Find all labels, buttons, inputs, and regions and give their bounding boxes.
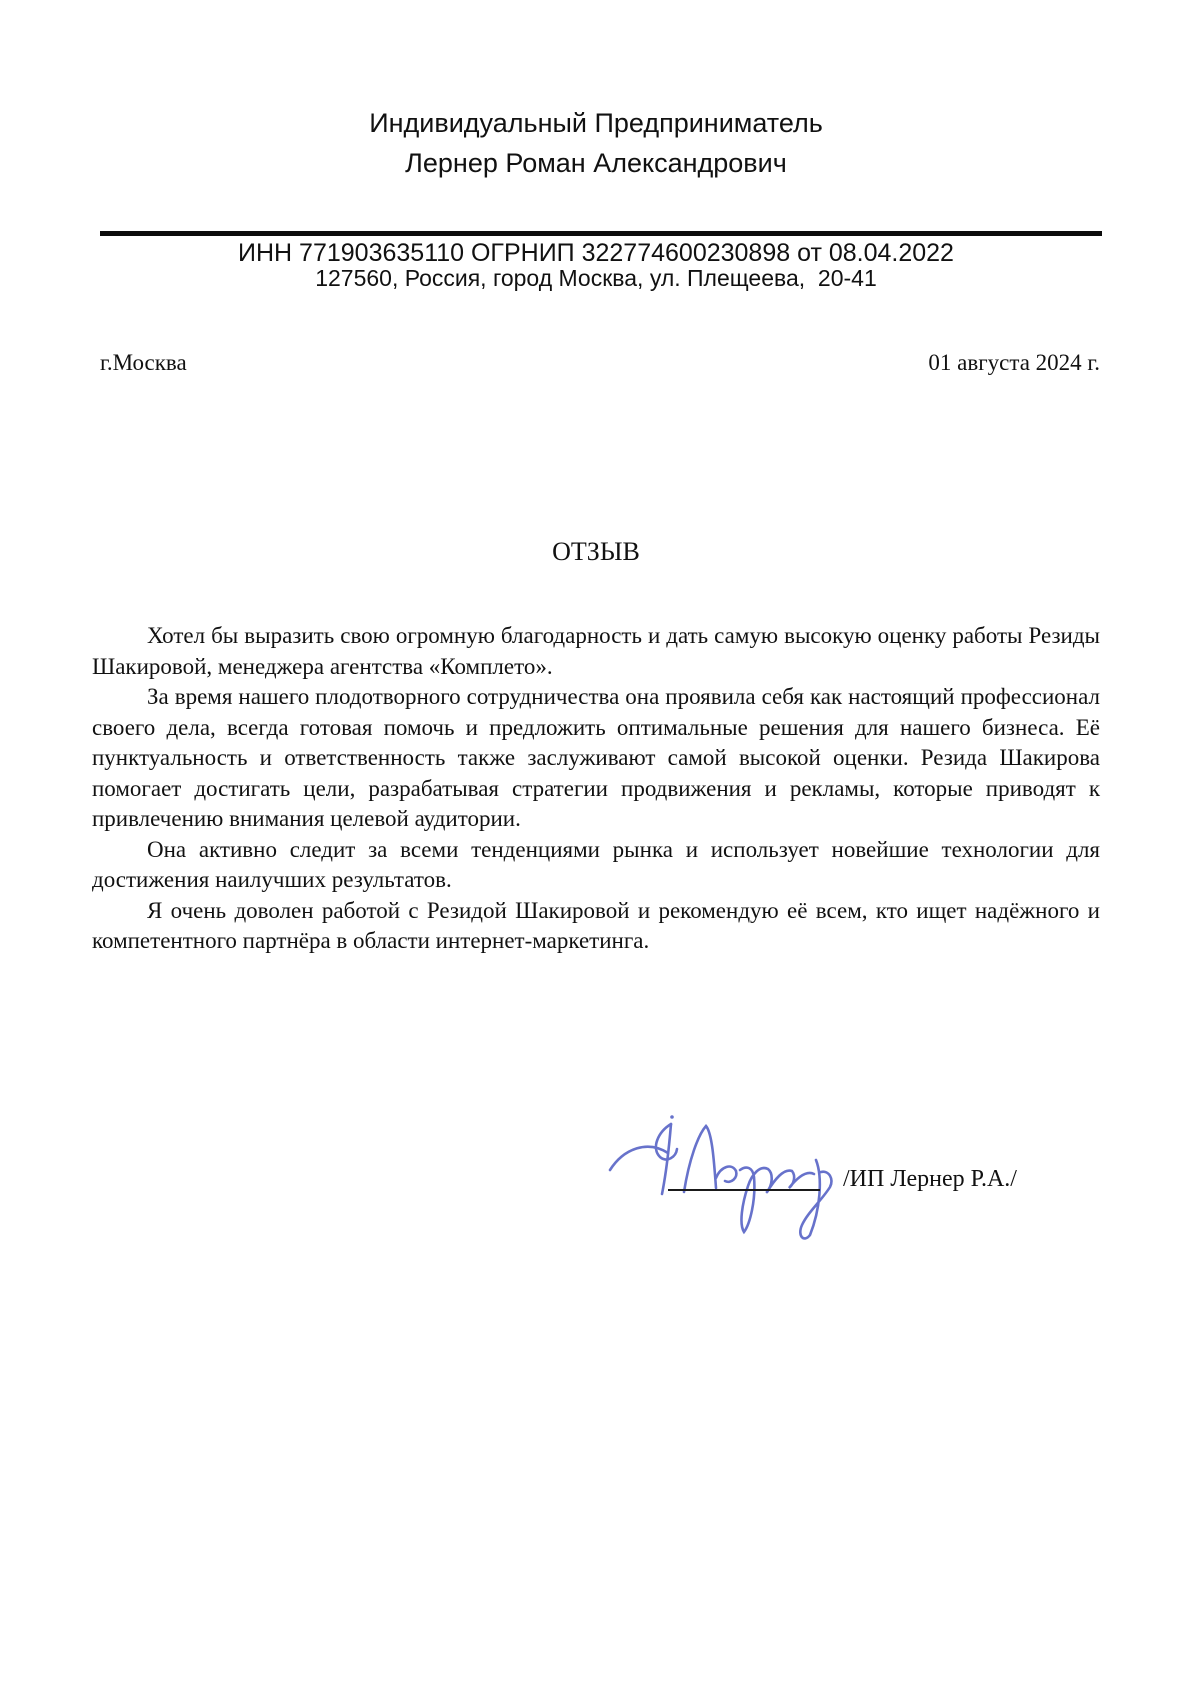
header-inn-line: ИНН 771903635110 ОГРНИП 322774600230898 от 08.04.2022: [238, 239, 954, 267]
signature-line: [668, 1189, 820, 1191]
handwritten-signature-icon: [598, 1108, 848, 1253]
body-paragraph: Я очень доволен работой с Резидой Шакировой и рекомендую её всем, кто ищет надёжного и компетентного партнёра в области интернет-маркетинга.: [92, 897, 1100, 953]
header-address-line: 127560, Россия, город Москва, ул. Плещеева, 20-41: [315, 265, 877, 291]
letter-body: [92, 621, 1100, 957]
header-org-name: [0, 103, 1192, 183]
body-paragraph: Она активно следит за всеми тенденциями рынка и использует новейшие технологии для достижения наилучших результатов.: [92, 836, 1100, 892]
document-title: ОТЗЫВ: [552, 537, 640, 566]
body-paragraph: За время нашего плодотворного сотрудничества она проявила себя как настоящий профессионал своего дела, всегда готовая помочь и предложить оптимальные решения для нашего бизнеса. Её пунктуальность и ответственность также заслуживают самой высокой оценки. Резида Шакирова помогает достигать цели, разрабатывая стратегии продвижения и рекламы, которые приводят к привлечению внимания целевой аудитории.: [92, 684, 1100, 831]
body-paragraph: Хотел бы выразить свою огромную благодарность и дать самую высокую оценку работы Резиды Шакировой, менеджера агентства «Комплето».: [92, 623, 1100, 679]
date-label: 01 августа 2024 г.: [928, 350, 1100, 375]
city-label: г.Москва: [100, 350, 187, 375]
signer-label: /ИП Лернер Р.А./: [843, 1166, 1017, 1192]
header-org-line2: Лернер Роман Александрович: [405, 148, 787, 178]
header-org-line1: Индивидуальный Предприниматель: [369, 108, 823, 138]
meta-row: [100, 350, 1100, 376]
header-divider: [100, 231, 1102, 236]
